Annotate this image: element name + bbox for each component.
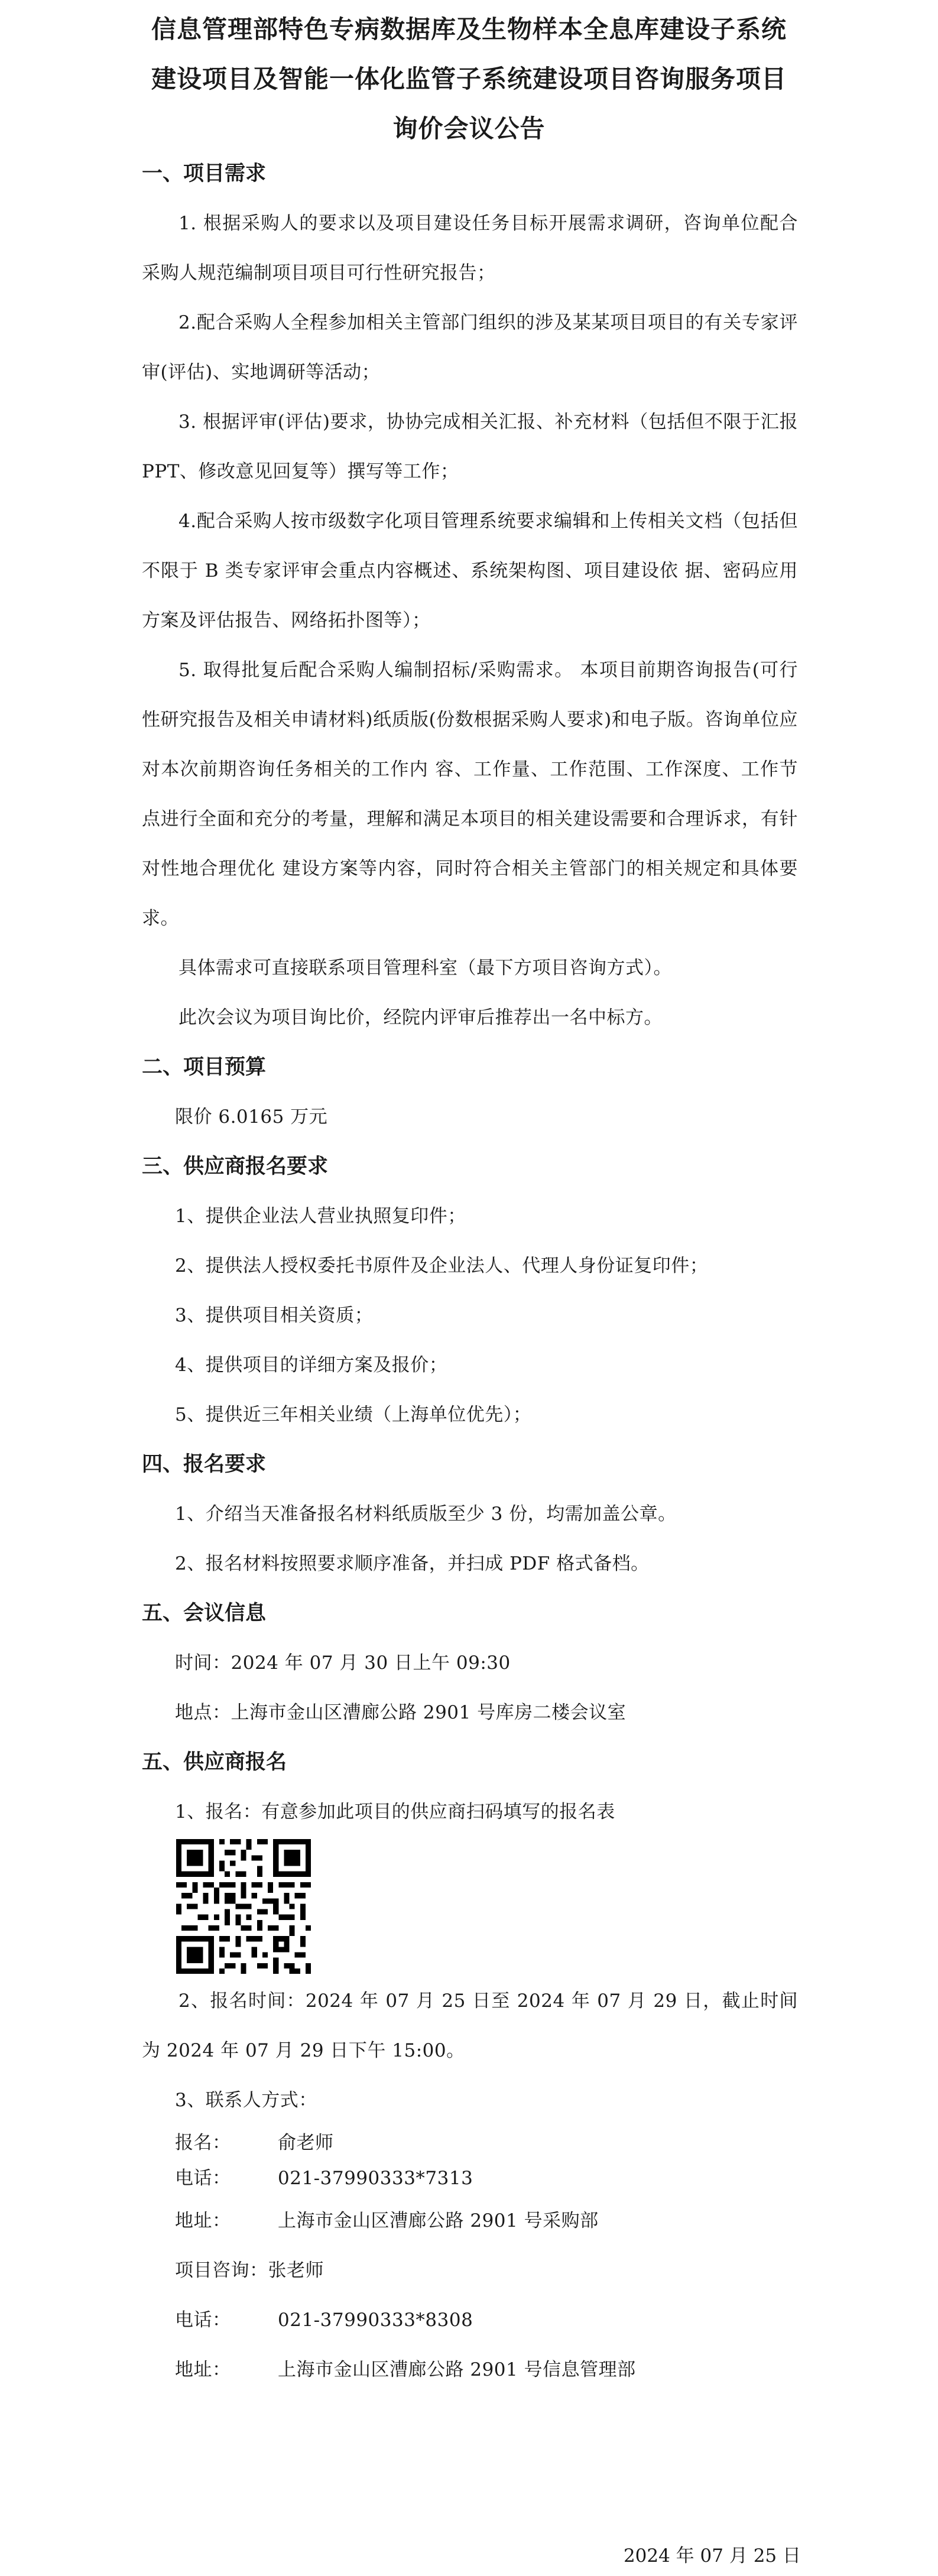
contact-phone-label-2: 电话：	[175, 2309, 231, 2331]
supplier-item: 5、提供近三年相关业绩（上海单位优先）；	[175, 1404, 532, 1425]
meeting-time: 时间：2024 年 07 月 30 日上午 09:30	[175, 1652, 511, 1674]
contact-signup-name: 俞老师	[278, 2132, 334, 2153]
needs-paragraph-2: 2.配合采购人全程参加相关主管部门组织的涉及某某项目项目的有关专家评审(评估)、实地调研等活动；	[142, 312, 798, 383]
contact-signup-label: 报名：	[175, 2132, 231, 2153]
contact-phone-2: 021-37990333*8308	[278, 2309, 473, 2331]
signup-requirement-item: 2、报名材料按照要求顺序准备，并扫成 PDF 格式备档。	[175, 1553, 650, 1574]
section-heading-meeting: 五、会议信息	[142, 1602, 267, 1625]
contact-phone-row-2	[142, 2295, 798, 2345]
contact-address-label: 地址：	[175, 2210, 231, 2231]
needs-paragraph-7: 此次会议为项目询比价，经院内评审后推荐出一名中标方。	[178, 1007, 663, 1028]
register-item-2: 2、报名时间：2024 年 07 月 25 日至 2024 年 07 月 29 日，截止时间为 2024 年 07 月 29 日下午 15:00。	[142, 1990, 798, 2061]
section-heading-budget: 二、项目预算	[142, 1055, 267, 1079]
contact-address-label-2: 地址：	[175, 2359, 231, 2380]
title-line-3: 询价会议公告	[392, 114, 546, 143]
register-item-3: 3、联系人方式：	[175, 2090, 317, 2111]
section-heading-needs: 一、项目需求	[142, 162, 267, 186]
document-title	[112, 5, 826, 154]
section-heading-signup-requirements: 四、报名要求	[142, 1453, 267, 1476]
supplier-item: 1、提供企业法人营业执照复印件；	[175, 1206, 466, 1227]
document-body	[142, 149, 798, 2395]
needs-paragraph-3: 3. 根据评审(评估)要求，协协完成相关汇报、补充材料（包括但不限于汇报 PPT、修改意见回复等）撰写等工作；	[142, 411, 798, 482]
supplier-item: 3、提供项目相关资质；	[175, 1305, 374, 1326]
needs-paragraph-1: 1. 根据采购人的要求以及项目建设任务目标开展需求调研，咨询单位配合采购人规范编制项目项目可行性研究报告；	[142, 213, 798, 284]
register-item-1: 1、报名：有意参加此项目的供应商扫码填写的报名表	[175, 1801, 615, 1823]
meeting-place: 地点：上海市金山区漕廊公路 2901 号库房二楼会议室	[175, 1702, 627, 1723]
contact-address-row-2	[142, 2345, 798, 2395]
section-heading-register: 五、供应商报名	[142, 1750, 287, 1774]
title-line-2: 建设项目及智能一体化监管子系统建设项目咨询服务项目	[151, 64, 787, 93]
contact-address-2: 上海市金山区漕廊公路 2901 号信息管理部	[278, 2359, 636, 2380]
title-line-1: 信息管理部特色专病数据库及生物样本全息库建设子系统	[151, 15, 787, 44]
contact-phone-row	[142, 2161, 798, 2196]
contact-consult-row	[142, 2246, 798, 2295]
signup-requirement-item: 1、介绍当天准备报名材料纸质版至少 3 份，均需加盖公章。	[175, 1503, 677, 1525]
contact-address-1: 上海市金山区漕廊公路 2901 号采购部	[278, 2210, 599, 2231]
supplier-item: 4、提供项目的详细方案及报价；	[175, 1354, 448, 1376]
contact-address-row	[142, 2196, 798, 2246]
notice-date: 2024 年 07 月 25 日	[623, 2545, 801, 2567]
supplier-item: 2、提供法人授权委托书原件及企业法人、代理人身份证复印件；	[175, 1255, 709, 1276]
needs-paragraph-6: 具体需求可直接联系项目管理科室（最下方项目咨询方式）。	[178, 957, 672, 979]
contact-consult: 项目咨询：张老师	[175, 2260, 324, 2281]
section-heading-supplier: 三、供应商报名要求	[142, 1155, 329, 1178]
contact-phone-1: 021-37990333*7313	[278, 2168, 473, 2189]
contact-signup-row	[142, 2125, 798, 2161]
budget-text: 限价 6.0165 万元	[175, 1106, 328, 1128]
contact-phone-label: 电话：	[175, 2168, 231, 2189]
needs-paragraph-4: 4.配合采购人按市级数字化项目管理系统要求编辑和上传相关文档（包括但不限于 B 类专家评审会重点内容概述、系统架构图、项目建设依 据、密码应用方案及评估报告、网络拓扑图等）；	[142, 511, 798, 631]
registration-qr-code[interactable]	[176, 1839, 311, 1974]
needs-paragraph-5: 5. 取得批复后配合采购人编制招标/采购需求。 本项目前期咨询报告(可行性研究报告及相关申请材料)纸质版(份数根据采购人要求)和电子版。咨询单位应对本次前期咨询任务相关的工作内 容、工作量、工作范围、工作深度、工作节点进行全面和充分的考量，理解和满足本项目的相关建设需要和合理诉求，有针对性地合理优化 建设方案等内容，同时符合相关主管部门的相关规定和具体要求。	[142, 660, 798, 929]
qr-code-container	[142, 1837, 798, 1976]
